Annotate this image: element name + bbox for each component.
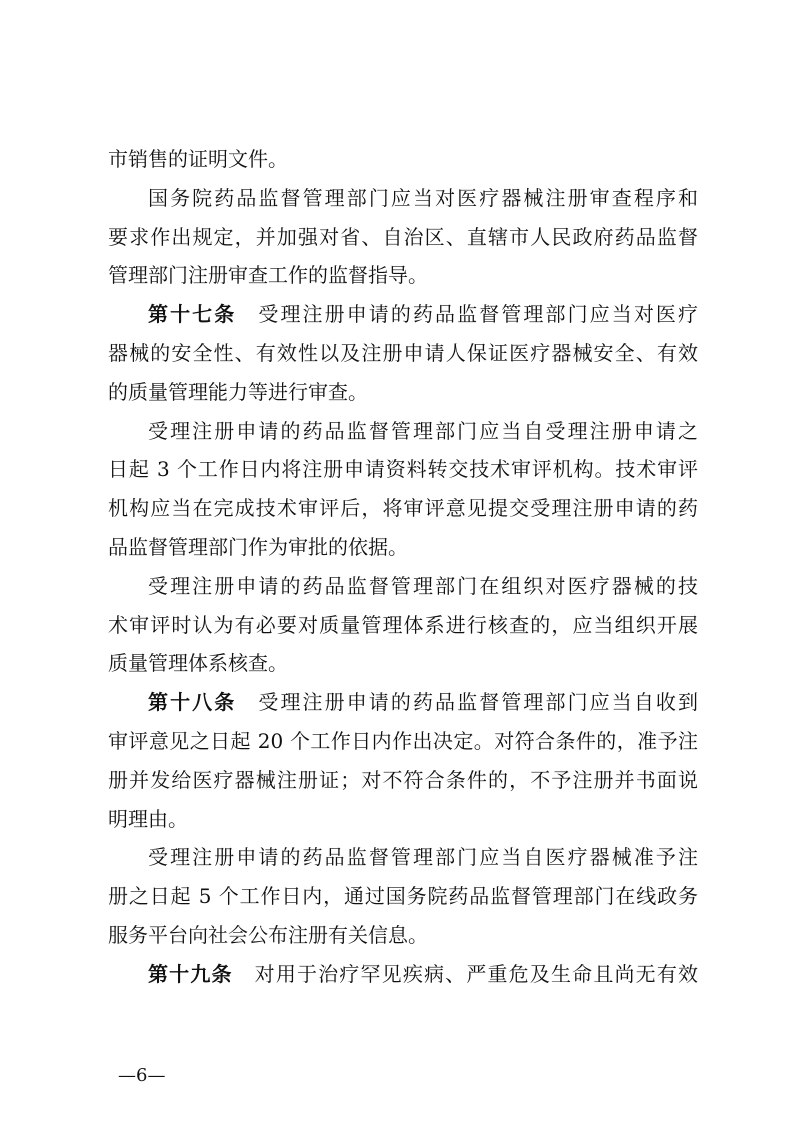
article-17-label: 第十七条 <box>148 302 237 327</box>
line-text: 对用于治疗罕见疾病、严重危及生命且尚无有效 <box>254 961 699 986</box>
line-text: 器械的安全性、有效性以及注册申请人保证医疗器械安全、有效 <box>108 340 698 365</box>
text-line-13 <box>108 606 698 645</box>
text-line-6 <box>108 334 698 373</box>
line-text: 受理注册申请的药品监督管理部门应当自医疗器械准予注 <box>148 845 698 870</box>
line-text: 术审评时认为有必要对质量管理体系进行核查的，应当组织开展 <box>108 612 698 637</box>
text-line-9 <box>108 450 698 489</box>
line-text: 审评意见之日起 20 个工作日内作出决定。对符合条件的，准予注 <box>108 728 698 753</box>
text-line-15 <box>108 683 698 722</box>
article-19-label: 第十九条 <box>148 961 233 986</box>
text-line-22 <box>108 955 698 994</box>
line-text: 品监督管理部门作为审批的依据。 <box>108 534 408 559</box>
line-text: 受理注册申请的药品监督管理部门应当自受理注册申请之 <box>148 418 698 443</box>
text-line-19 <box>108 838 698 877</box>
text-line-11 <box>108 528 698 567</box>
line-text: 管理部门注册审查工作的监督指导。 <box>108 263 428 288</box>
line-text: 册并发给医疗器械注册证；对不符合条件的，不予注册并书面说 <box>108 767 698 792</box>
article-18-label: 第十八条 <box>148 690 237 715</box>
line-text: 机构应当在完成技术审评后，将审评意见提交受理注册申请的药 <box>108 496 698 521</box>
text-line-1 <box>108 140 698 179</box>
page-number: —6— <box>118 1065 166 1086</box>
text-line-21 <box>108 916 698 955</box>
line-text: 明理由。 <box>108 806 188 831</box>
text-line-20 <box>108 877 698 916</box>
text-line-7 <box>108 373 698 412</box>
line-text: 受理注册申请的药品监督管理部门应当对医疗 <box>258 302 699 327</box>
line-text: 服务平台向社会公布注册有关信息。 <box>108 922 428 947</box>
line-text: 要求作出规定，并加强对省、自治区、直辖市人民政府药品监督 <box>108 224 698 249</box>
text-line-5 <box>108 295 698 334</box>
line-text: 日起 3 个工作日内将注册申请资料转交技术审评机构。技术审评 <box>108 457 698 482</box>
text-line-17 <box>108 761 698 800</box>
text-line-2 <box>108 179 698 218</box>
text-line-8 <box>108 412 698 451</box>
line-text: 受理注册申请的药品监督管理部门应当自收到 <box>258 690 699 715</box>
text-line-16 <box>108 722 698 761</box>
text-line-10 <box>108 489 698 528</box>
document-body <box>108 140 698 994</box>
line-text: 的质量管理能力等进行审查。 <box>108 379 368 404</box>
text-line-18 <box>108 800 698 839</box>
line-text: 质量管理体系核查。 <box>108 651 288 676</box>
line-text: 册之日起 5 个工作日内，通过国务院药品监督管理部门在线政务 <box>108 884 698 909</box>
text-line-3 <box>108 218 698 257</box>
text-line-12 <box>108 567 698 606</box>
text-line-14 <box>108 644 698 683</box>
line-text: 国务院药品监督管理部门应当对医疗器械注册审查程序和 <box>148 185 698 210</box>
line-text: 市销售的证明文件。 <box>108 147 288 171</box>
line-text: 受理注册申请的药品监督管理部门在组织对医疗器械的技 <box>148 573 698 598</box>
text-line-4 <box>108 256 698 295</box>
